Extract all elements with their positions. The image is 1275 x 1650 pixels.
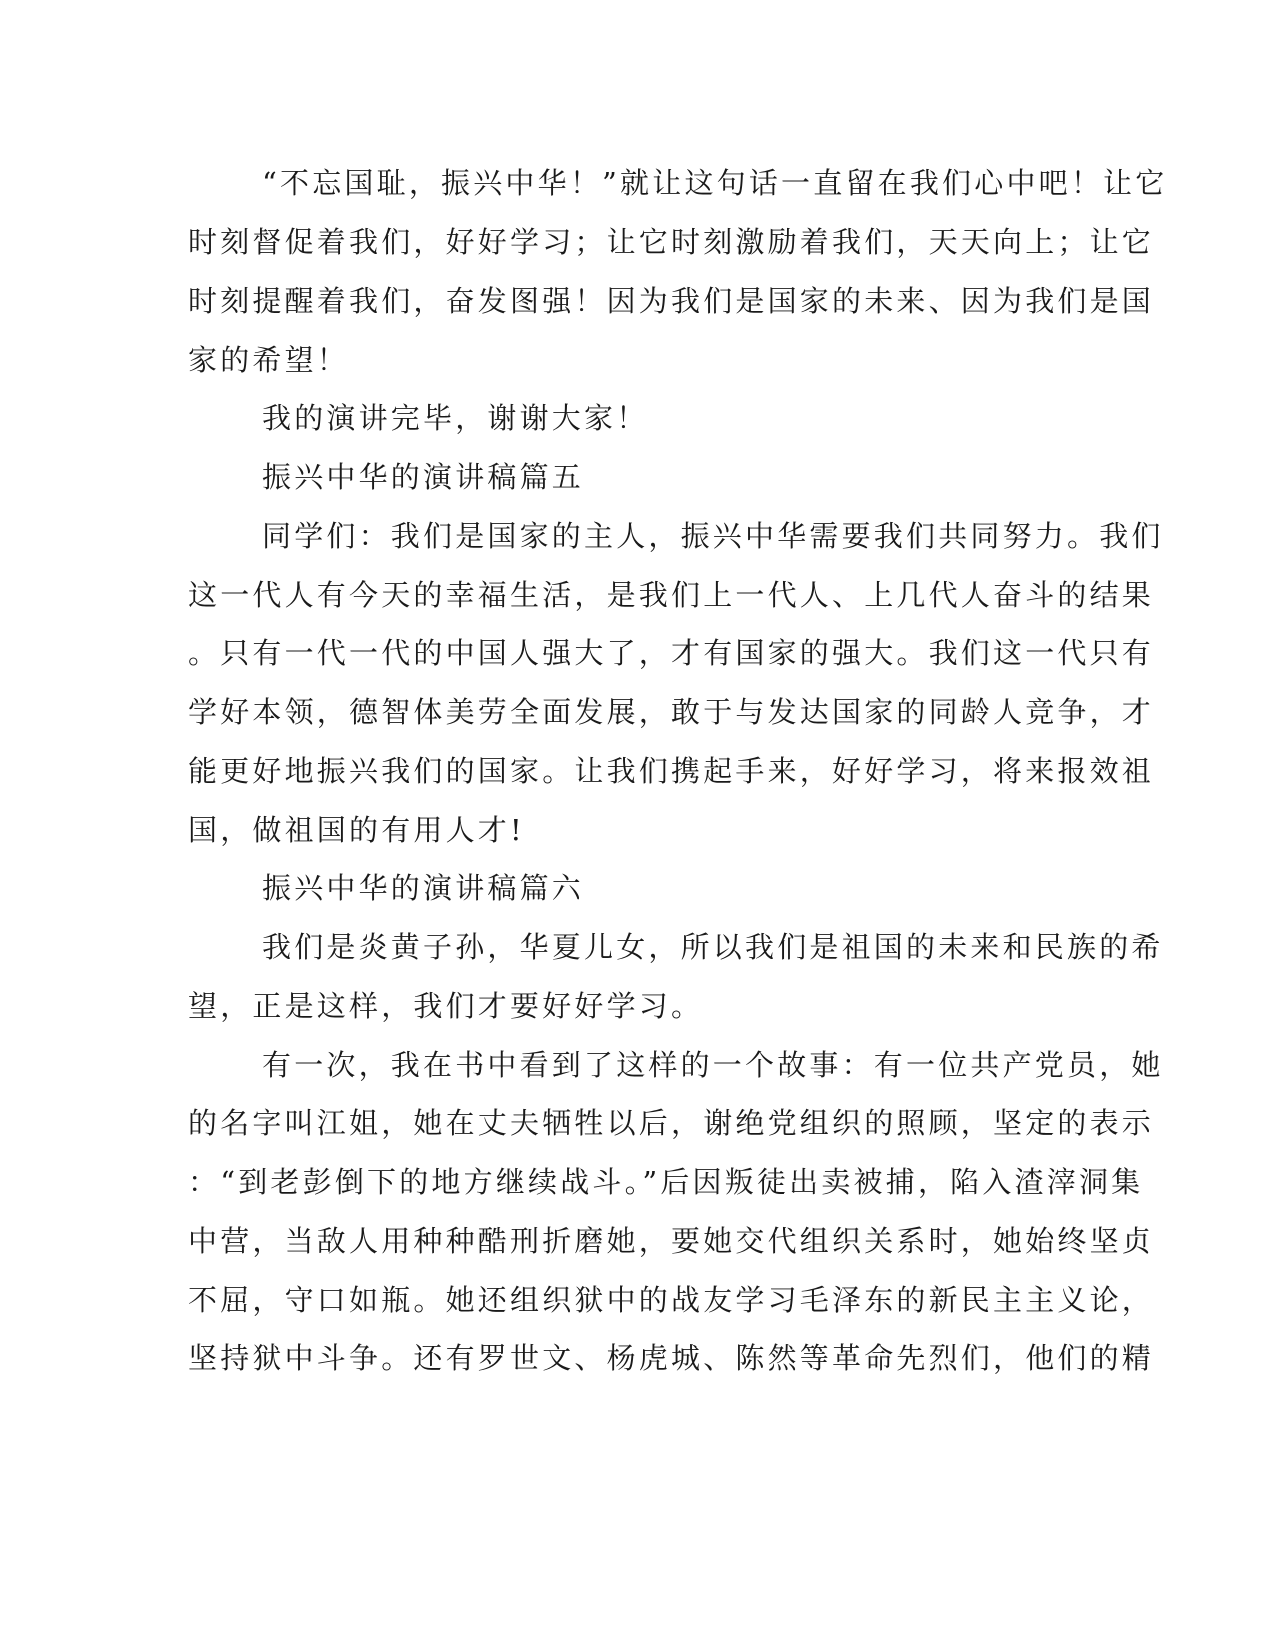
paragraph-line: “不忘国耻，振兴中华！”就让这句话一直留在我们心中吧！让它 — [262, 166, 1168, 200]
section-heading: 振兴中华的演讲稿篇六 — [262, 871, 585, 905]
section-heading: 振兴中华的演讲稿篇五 — [262, 460, 585, 494]
paragraph-line: 中营，当敌人用种种酷刑折磨她，要她交代组织关系时，她始终坚贞 — [188, 1224, 1155, 1258]
paragraph-line: 的名字叫江姐，她在丈夫牺牲以后，谢绝党组织的照顾，坚定的表示 — [188, 1106, 1155, 1140]
paragraph-line: 不屈，守口如瓶。她还组织狱中的战友学习毛泽东的新民主主义论， — [188, 1283, 1155, 1317]
paragraph-line: ：“到老彭倒下的地方继续战斗。”后因叛徒出卖被捕，陷入渣滓洞集 — [188, 1165, 1144, 1199]
paragraph-line: 有一次，我在书中看到了这样的一个故事：有一位共产党员，她 — [262, 1048, 1164, 1082]
paragraph-line: 时刻督促着我们，好好学习；让它时刻激励着我们，天天向上；让它 — [188, 225, 1155, 259]
paragraph-line: 同学们：我们是国家的主人，振兴中华需要我们共同努力。我们 — [262, 519, 1164, 553]
paragraph-line: 坚持狱中斗争。还有罗世文、杨虎城、陈然等革命先烈们，他们的精 — [188, 1341, 1155, 1375]
paragraph-line: 这一代人有今天的幸福生活，是我们上一代人、上几代人奋斗的结果 — [188, 578, 1155, 612]
paragraph-line: 时刻提醒着我们，奋发图强！因为我们是国家的未来、因为我们是国 — [188, 284, 1155, 318]
paragraph-line: 。只有一代一代的中国人强大了，才有国家的强大。我们这一代只有 — [188, 636, 1155, 670]
paragraph-line: 我的演讲完毕，谢谢大家！ — [262, 401, 649, 435]
paragraph-line: 国，做祖国的有用人才! — [188, 813, 525, 847]
paragraph-line: 学好本领，德智体美劳全面发展，敢于与发达国家的同龄人竞争，才 — [188, 695, 1155, 729]
paragraph-line: 望，正是这样，我们才要好好学习。 — [188, 989, 704, 1023]
paragraph-line: 能更好地振兴我们的国家。让我们携起手来，好好学习，将来报效祖 — [188, 754, 1155, 788]
paragraph-line: 我们是炎黄子孙，华夏儿女，所以我们是祖国的未来和民族的希 — [262, 930, 1164, 964]
paragraph-line: 家的希望！ — [188, 343, 350, 377]
